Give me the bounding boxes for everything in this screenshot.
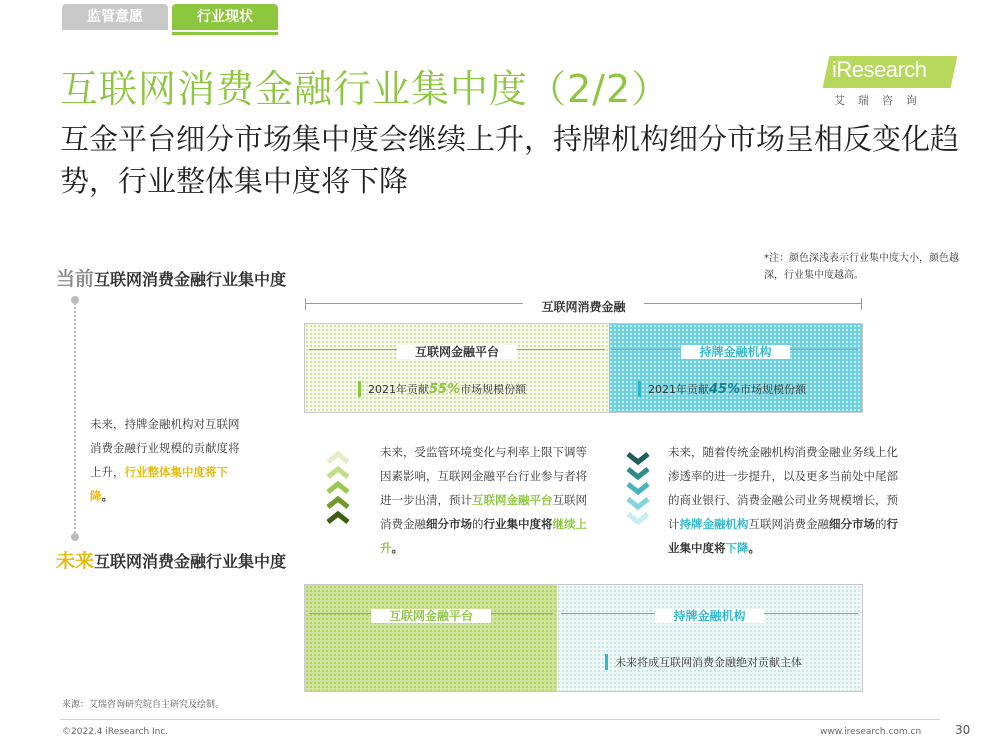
page-title: 互联网消费金融行业集中度（2/2）: [60, 67, 671, 111]
left-explanation: 未来，持牌金融机构对互联网消费金融行业规模的贡献度将上升，行业整体集中度将下降。: [90, 417, 240, 503]
overall-label: 互联网消费金融: [523, 300, 643, 314]
copyright: ©2022.4 iResearch Inc.: [62, 727, 169, 737]
timeline-dot-top: [71, 296, 79, 304]
chevron-up-green-icon: [326, 450, 350, 530]
future-licensed-area: [557, 585, 862, 691]
current-heading-text: 互联网消费金融行业集中度: [94, 270, 287, 289]
active-tab-indicator: [172, 32, 278, 35]
logo-text: iResearch: [832, 57, 927, 82]
future-prefix: 未来: [56, 550, 95, 572]
overall-label-wrap: [306, 296, 861, 315]
licensed-share: 2021年贡献45%市场规模份额: [638, 381, 806, 397]
future-box: [304, 584, 863, 692]
page-subtitle: 互金平台细分市场集中度会继续上升，持牌机构细分市场呈相反变化趋势，行业整体集中度将下降: [60, 122, 960, 198]
future-licensed-label-wrap: [557, 605, 862, 624]
current-prefix: 当前: [56, 268, 95, 290]
current-licensed-area: [609, 324, 862, 412]
current-licensed-label: 持牌金融机构: [681, 345, 789, 359]
future-heading-text: 互联网消费金融行业集中度: [94, 552, 287, 571]
licensed-outlook-text: 未来，随着传统金融机构消费金融业务线上化渗透率的进一步提升，以及更多当前处中尾部的商业银行、消费金融公司业务规模增长，预计持牌金融机构互联网消费金融细分市场的行业集中度将下降。: [668, 445, 898, 555]
platform-share: 2021年贡献55%市场规模份额: [358, 381, 526, 397]
source-note: 来源：艾瑞咨询研究院自主研究及绘制。: [62, 700, 225, 710]
color-note: *注：颜色深浅表示行业集中度大小，颜色越深，行业集中度越高。: [764, 253, 959, 281]
future-licensed-label: 持牌金融机构: [655, 609, 763, 623]
future-platform-area: [305, 585, 557, 691]
future-licensed-note: 未来将成互联网消费金融绝对贡献主体: [605, 654, 802, 670]
current-box: [304, 323, 863, 413]
current-platform-area: [305, 324, 609, 412]
future-heading: [56, 546, 286, 573]
current-platform-label-wrap: [305, 341, 609, 360]
iresearch-logo: [826, 54, 956, 112]
current-licensed-label-wrap: [609, 341, 862, 360]
footer-divider: [60, 719, 940, 720]
platform-outlook-text: 未来，受监管环境变化与利率上限下调等因素影响，互联网金融平台行业参与者将进一步出清，预计互联网金融平台互联网消费金融细分市场的行业集中度将继续上升。: [380, 445, 587, 555]
tab-regulatory-willingness[interactable]: 监管意愿: [62, 4, 168, 30]
tab-industry-status[interactable]: 行业现状: [172, 4, 278, 30]
current-platform-label: 互联网金融平台: [397, 345, 517, 359]
logo-cn-text: 艾瑞咨询: [834, 94, 930, 107]
chevron-down-teal-icon: [626, 450, 650, 530]
current-heading: [56, 264, 286, 291]
future-platform-label: 互联网金融平台: [371, 609, 491, 623]
timeline-line: [74, 300, 76, 537]
future-platform-label-wrap: [305, 605, 557, 624]
overall-tick-right: [861, 298, 862, 310]
website-link[interactable]: www.iresearch.com.cn: [820, 727, 922, 737]
page-number: 30: [955, 723, 971, 737]
timeline-dot-bottom: [71, 533, 79, 541]
